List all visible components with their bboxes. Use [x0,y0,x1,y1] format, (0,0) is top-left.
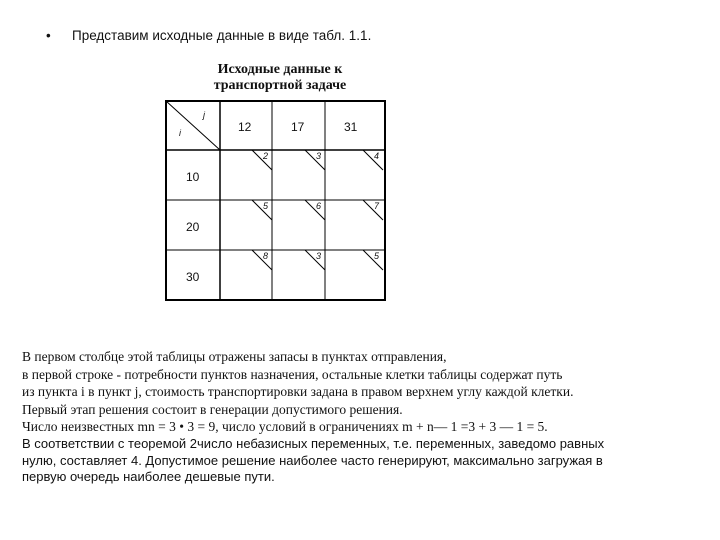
theorem-paragraph [22,436,712,486]
cost-corner-line [252,200,272,220]
intro-text: Представим исходные данные в виде табл. 1.1. [72,28,372,43]
supply-cell: 10 [186,170,200,184]
cost-corner-line [363,200,383,220]
cost-corner-line [305,200,325,220]
paragraph-line: Число неизвестных mn = 3 • 3 = 9, число условий в ограничениях m + n— 1 =3 + 3 — 1 = 5. [22,419,548,434]
cost-value: 3 [316,151,322,161]
demand-cell: 17 [291,120,305,134]
cost-value: 4 [374,151,380,161]
cost-value: 5 [263,201,269,211]
table-title-line1: Исходные данные к [217,62,343,77]
cost-corner-line [252,150,272,170]
cost-value: 6 [316,201,322,211]
description-paragraph [22,348,712,436]
demand-cell: 31 [344,120,358,134]
paragraph-line: из пункта i в пункт j, стоимость транспортировки задана в правом верхнем углу каждой клетки. [22,384,574,399]
cost-corner-line [252,250,272,270]
demand-cell: 12 [238,120,252,134]
paragraph-line: первую очередь наиболее дешевые пути. [22,469,275,484]
corner-i-label: i [179,128,181,138]
paragraph-line: Первый этап решения состоит в генерации допустимого решения. [22,401,403,417]
paragraph-line: нулю, составляет 4. Допустимое решение наиболее часто генерируют, максимально загружая в [22,452,603,468]
table-title-line2: транспортной задаче [213,78,347,93]
cost-corner-line [305,150,325,170]
cost-value: 5 [374,251,380,261]
corner-diagonal [166,101,220,150]
corner-j-label: j [203,110,205,120]
supply-cell: 30 [186,270,200,284]
paragraph-line: В первом столбце этой таблицы отражены запасы в пунктах отправления, [22,349,447,364]
cost-corner-line [363,150,383,170]
supply-cell: 20 [186,220,200,234]
paragraph-line: в первой строке - потребности пунктов назначения, остальные клетки таблицы содержат путь [22,366,563,382]
cost-corner-line [305,250,325,270]
paragraph-line: В соответствии с теоремой 2число небазисных переменных, т.е. переменных, заведомо равных [22,436,605,451]
cost-value: 3 [316,251,322,261]
cost-value: 2 [263,151,269,161]
cost-corner-line [363,250,383,270]
cost-value: 7 [374,201,380,211]
cost-value: 8 [263,251,269,261]
bullet-icon: • [46,28,51,43]
